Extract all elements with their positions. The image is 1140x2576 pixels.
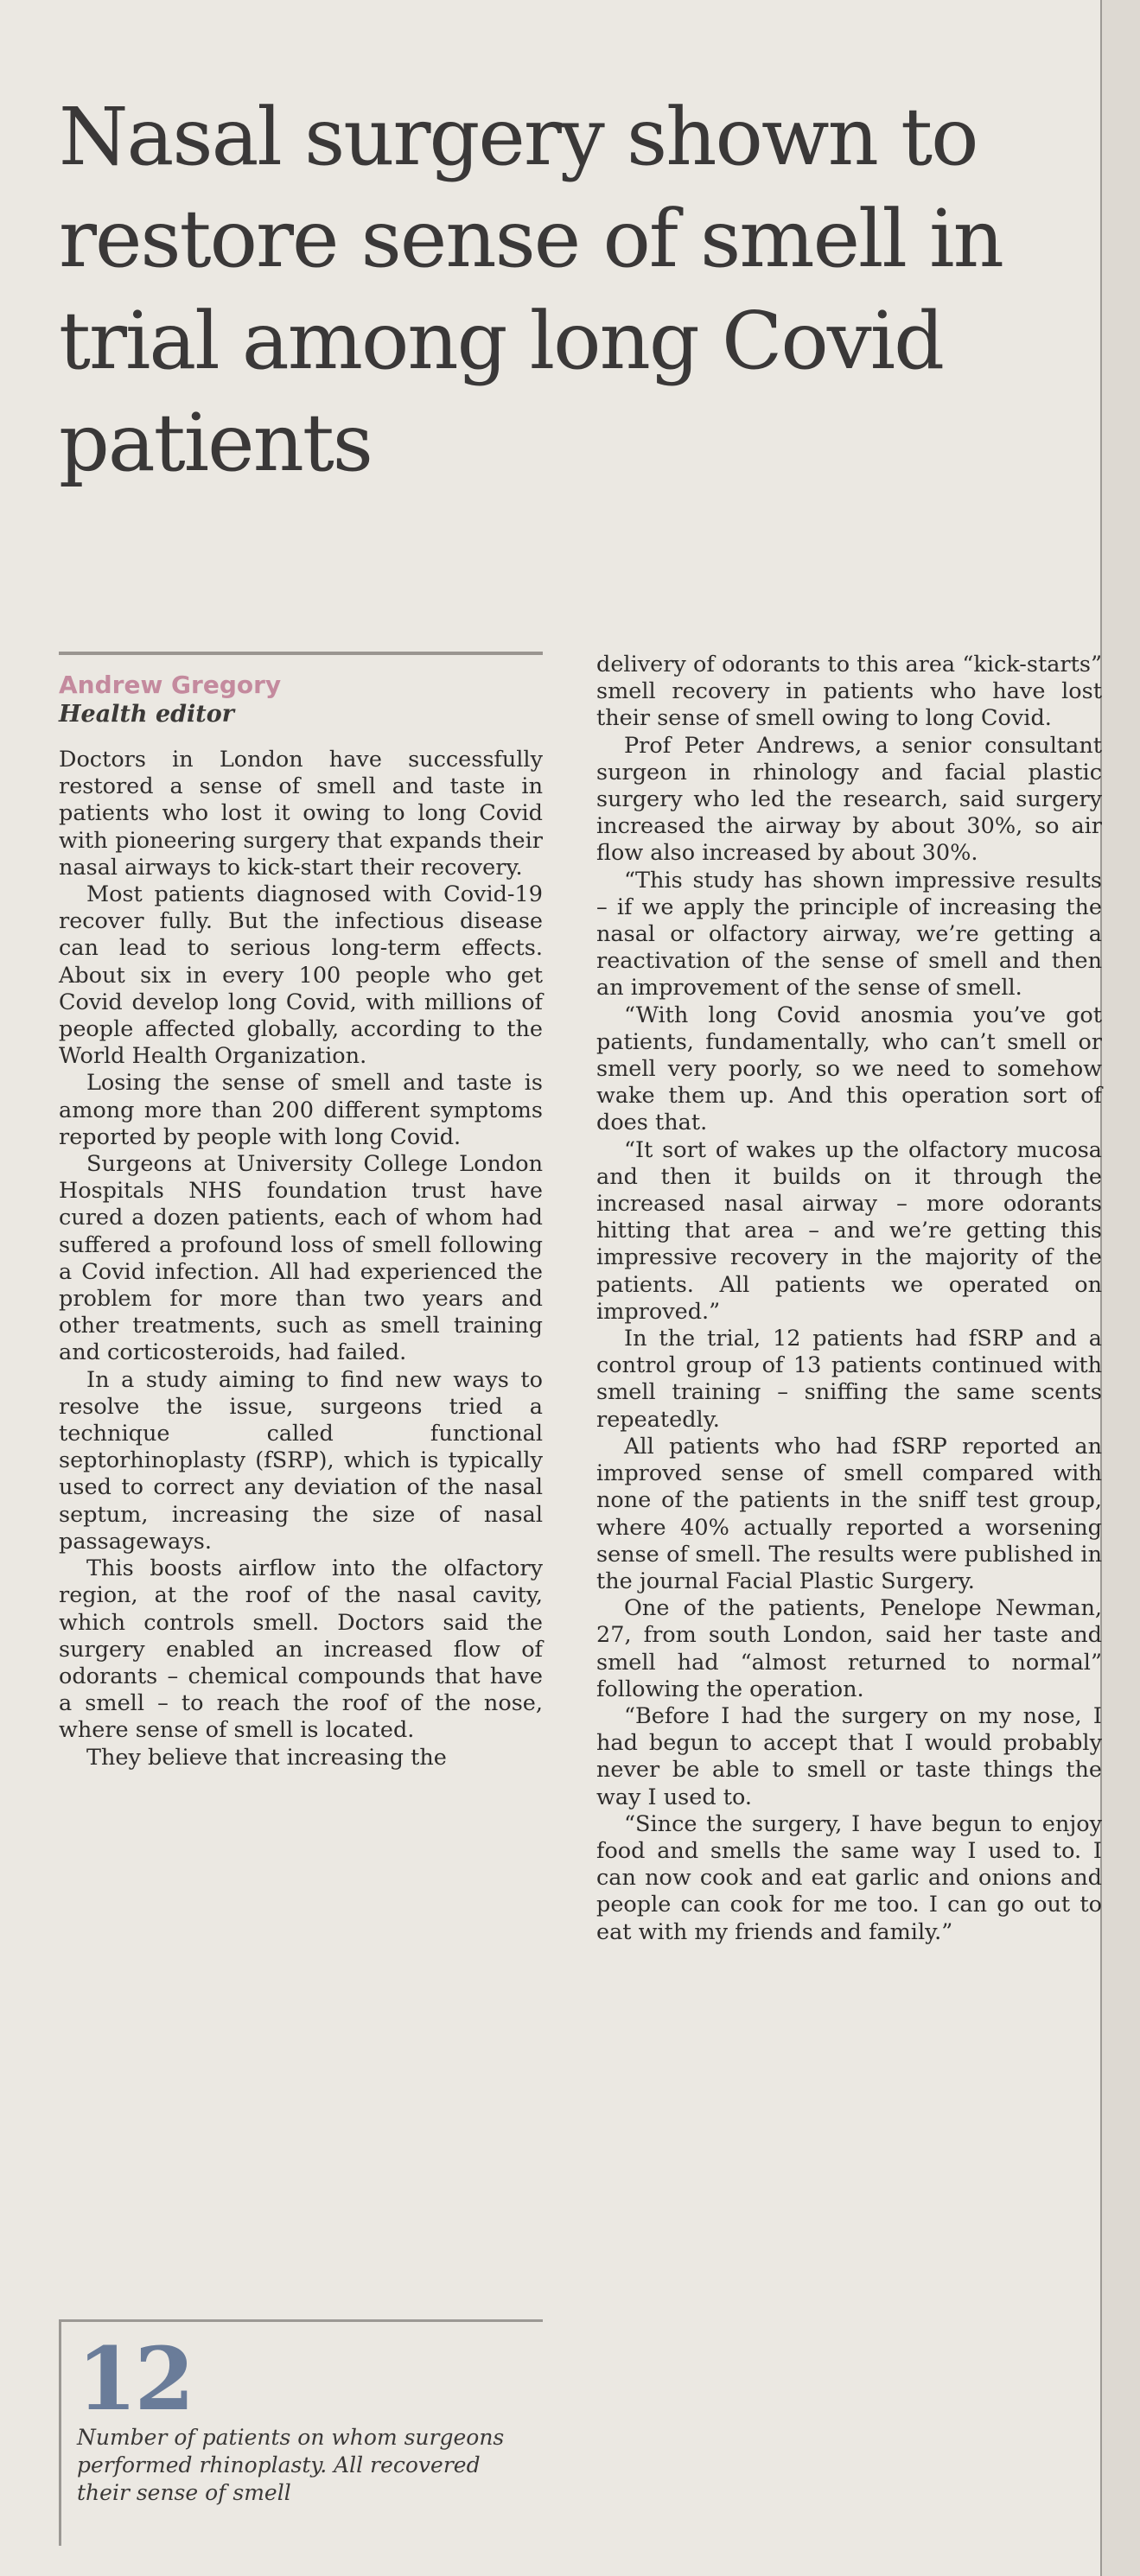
paragraph: Surgeons at University College London Hospitals NHS foundation trust have cured a dozen patients, each of whom had suffered a profound loss of smell following a Covid infection. All had experienced the problem for more than two years and other treatments, such as smell training and corticosteroids, had failed. [59,1151,543,1366]
paragraph: “With long Covid anosmia you’ve got patients, fundamentally, who can’t smell or smell very poorly, so we need to somehow wake them up. And this operation sort of does that. [596,1002,1102,1136]
paragraph: “It sort of wakes up the olfactory mucosa and then it builds on it through the increased nasal airway – more odorants hitting that area – and we’re getting this impressive recovery in the majority of the patients. All patients we operated on improved.” [596,1136,1102,1325]
paragraph: In the trial, 12 patients had fSRP and a control group of 13 patients continued with smell training – sniffing the same scents repeatedly. [596,1326,1102,1433]
left-column [59,652,543,1771]
headline: Nasal surgery shown to restore sense of smell in trial among long Covid patients [59,91,1003,489]
paragraph: delivery of odorants to this area “kick-starts” smell recovery in patients who have lost their sense of smell owing to long Covid. [596,652,1102,732]
right-column [596,652,1102,1946]
paragraph: “Before I had the surgery on my nose, I had begun to accept that I would probably never be able to smell or taste things the way I used to. [596,1702,1102,1810]
paragraph: “This study has shown impressive results – if we apply the principle of increasing the nasal or olfactory airway, we’re getting a reactivation of the sense of smell and then an improvement of the sense of smell. [596,867,1102,1002]
paragraph: They believe that increasing the [86,1744,447,1771]
byline-rule [59,652,543,655]
paragraph: Most patients diagnosed with Covid-19 recover fully. But the infectious disease can lead to serious long-term effects. About six in every 100 people who get Covid develop long Covid, with millions of people affected globally, according to the World Health Organization. [59,881,543,1070]
paragraph: In a study aiming to find new ways to resolve the issue, surgeons tried a technique called functional septorhinoplasty (fSRP), which is typically used to correct any deviation of the nasal septum, increasing the size of nasal passageways. [59,1366,543,1555]
stat-box [59,2319,543,2546]
paragraph: This boosts airflow into the olfactory region, at the roof of the nasal cavity, which controls smell. Doctors said the surgery enabled an increased flow of odorants – chemical compounds that have a smell – to reach the roof of the nose, where sense of smell is located. [59,1555,543,1744]
byline-name: Andrew Gregory [59,671,282,699]
stat-number: 12 [77,2328,193,2430]
paragraph: Losing the sense of smell and taste is among more than 200 different symptoms reported by people with long Covid. [59,1070,543,1150]
byline-role: Health editor [59,701,234,728]
paragraph: “Since the surgery, I have begun to enjoy food and smells the same way I used to. I can now cook and eat garlic and onions and people can cook for me too. I can go out to eat with my friends and family.” [596,1810,1102,1945]
paragraph: One of the patients, Penelope Newman, 27, from south London, said her taste and smell had “almost returned to normal” following the operation. [596,1595,1102,1702]
paragraph: All patients who had fSRP reported an improved sense of smell compared with none of the patients in the sniff test group, where 40% actually reported a worsening sense of smell. The results were published in the journal Facial Plastic Surgery. [596,1433,1102,1594]
paragraph: Doctors in London have successfully restored a sense of smell and taste in patients who lost it owing to long Covid with pioneering surgery that expands their nasal airways to kick-start their recovery. [59,747,543,881]
adjacent-column-edge [1100,0,1140,2576]
paragraph: Prof Peter Andrews, a senior consultant surgeon in rhinology and facial plastic surgery who led the research, said surgery increased the airway by about 30%, so air flow also increased by about 30%. [596,732,1102,867]
stat-caption: Number of patients on whom surgeons performed rhinoplasty. All recovered their sense of smell [77,2425,505,2505]
